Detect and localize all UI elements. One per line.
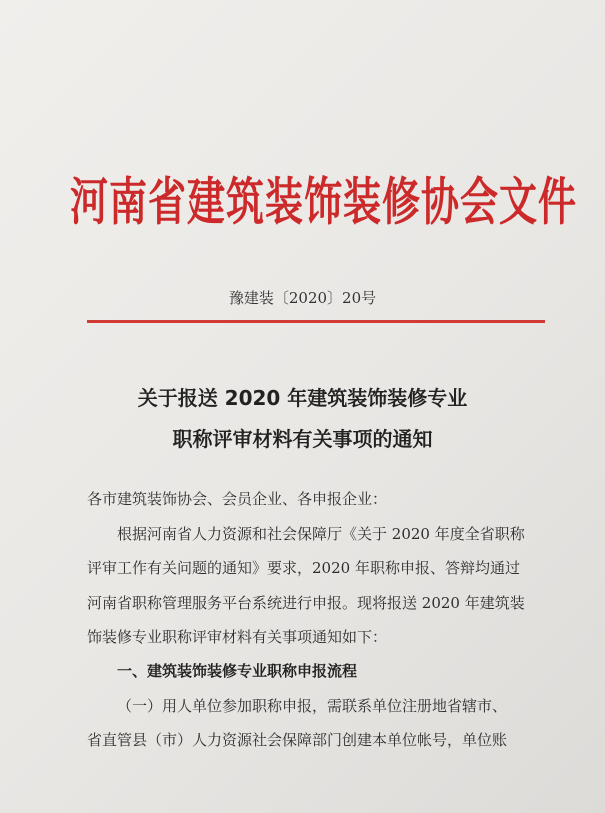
paragraph-1-line-3: 河南省职称管理服务平台系统进行申报。现将报送 2020 年建筑装 bbox=[87, 594, 525, 612]
paragraph-1-line-1: 根据河南省人力资源和社会保障厅《关于 2020 年度全省职称 bbox=[117, 525, 525, 543]
paragraph-1-line-2: 评审工作有关问题的通知》要求，2020 年职称申报、答辩均通过 bbox=[87, 559, 520, 577]
letterhead-title: 河南省建筑装饰装修协会文件 bbox=[70, 172, 578, 232]
paragraph-2-line-1: （一）用人单位参加职称申报，需联系单位注册地省辖市、 bbox=[117, 697, 508, 715]
red-divider-line bbox=[87, 320, 545, 323]
notice-title-line-2: 职称评审材料有关事项的通知 bbox=[172, 427, 433, 451]
notice-title-line-1: 关于报送 2020 年建筑装饰装修专业 bbox=[137, 386, 468, 410]
paragraph-1-line-4: 饰装修专业职称评审材料有关事项通知如下： bbox=[87, 628, 388, 646]
paragraph-2-line-2: 省直管县（市）人力资源社会保障部门创建本单位帐号，单位账 bbox=[87, 731, 508, 749]
section-1-heading: 一、建筑装饰装修专业职称申报流程 bbox=[117, 662, 358, 680]
salutation: 各市建筑装饰协会、会员企业、各申报企业： bbox=[87, 490, 388, 508]
document-number: 豫建装〔2020〕20号 bbox=[228, 289, 377, 307]
